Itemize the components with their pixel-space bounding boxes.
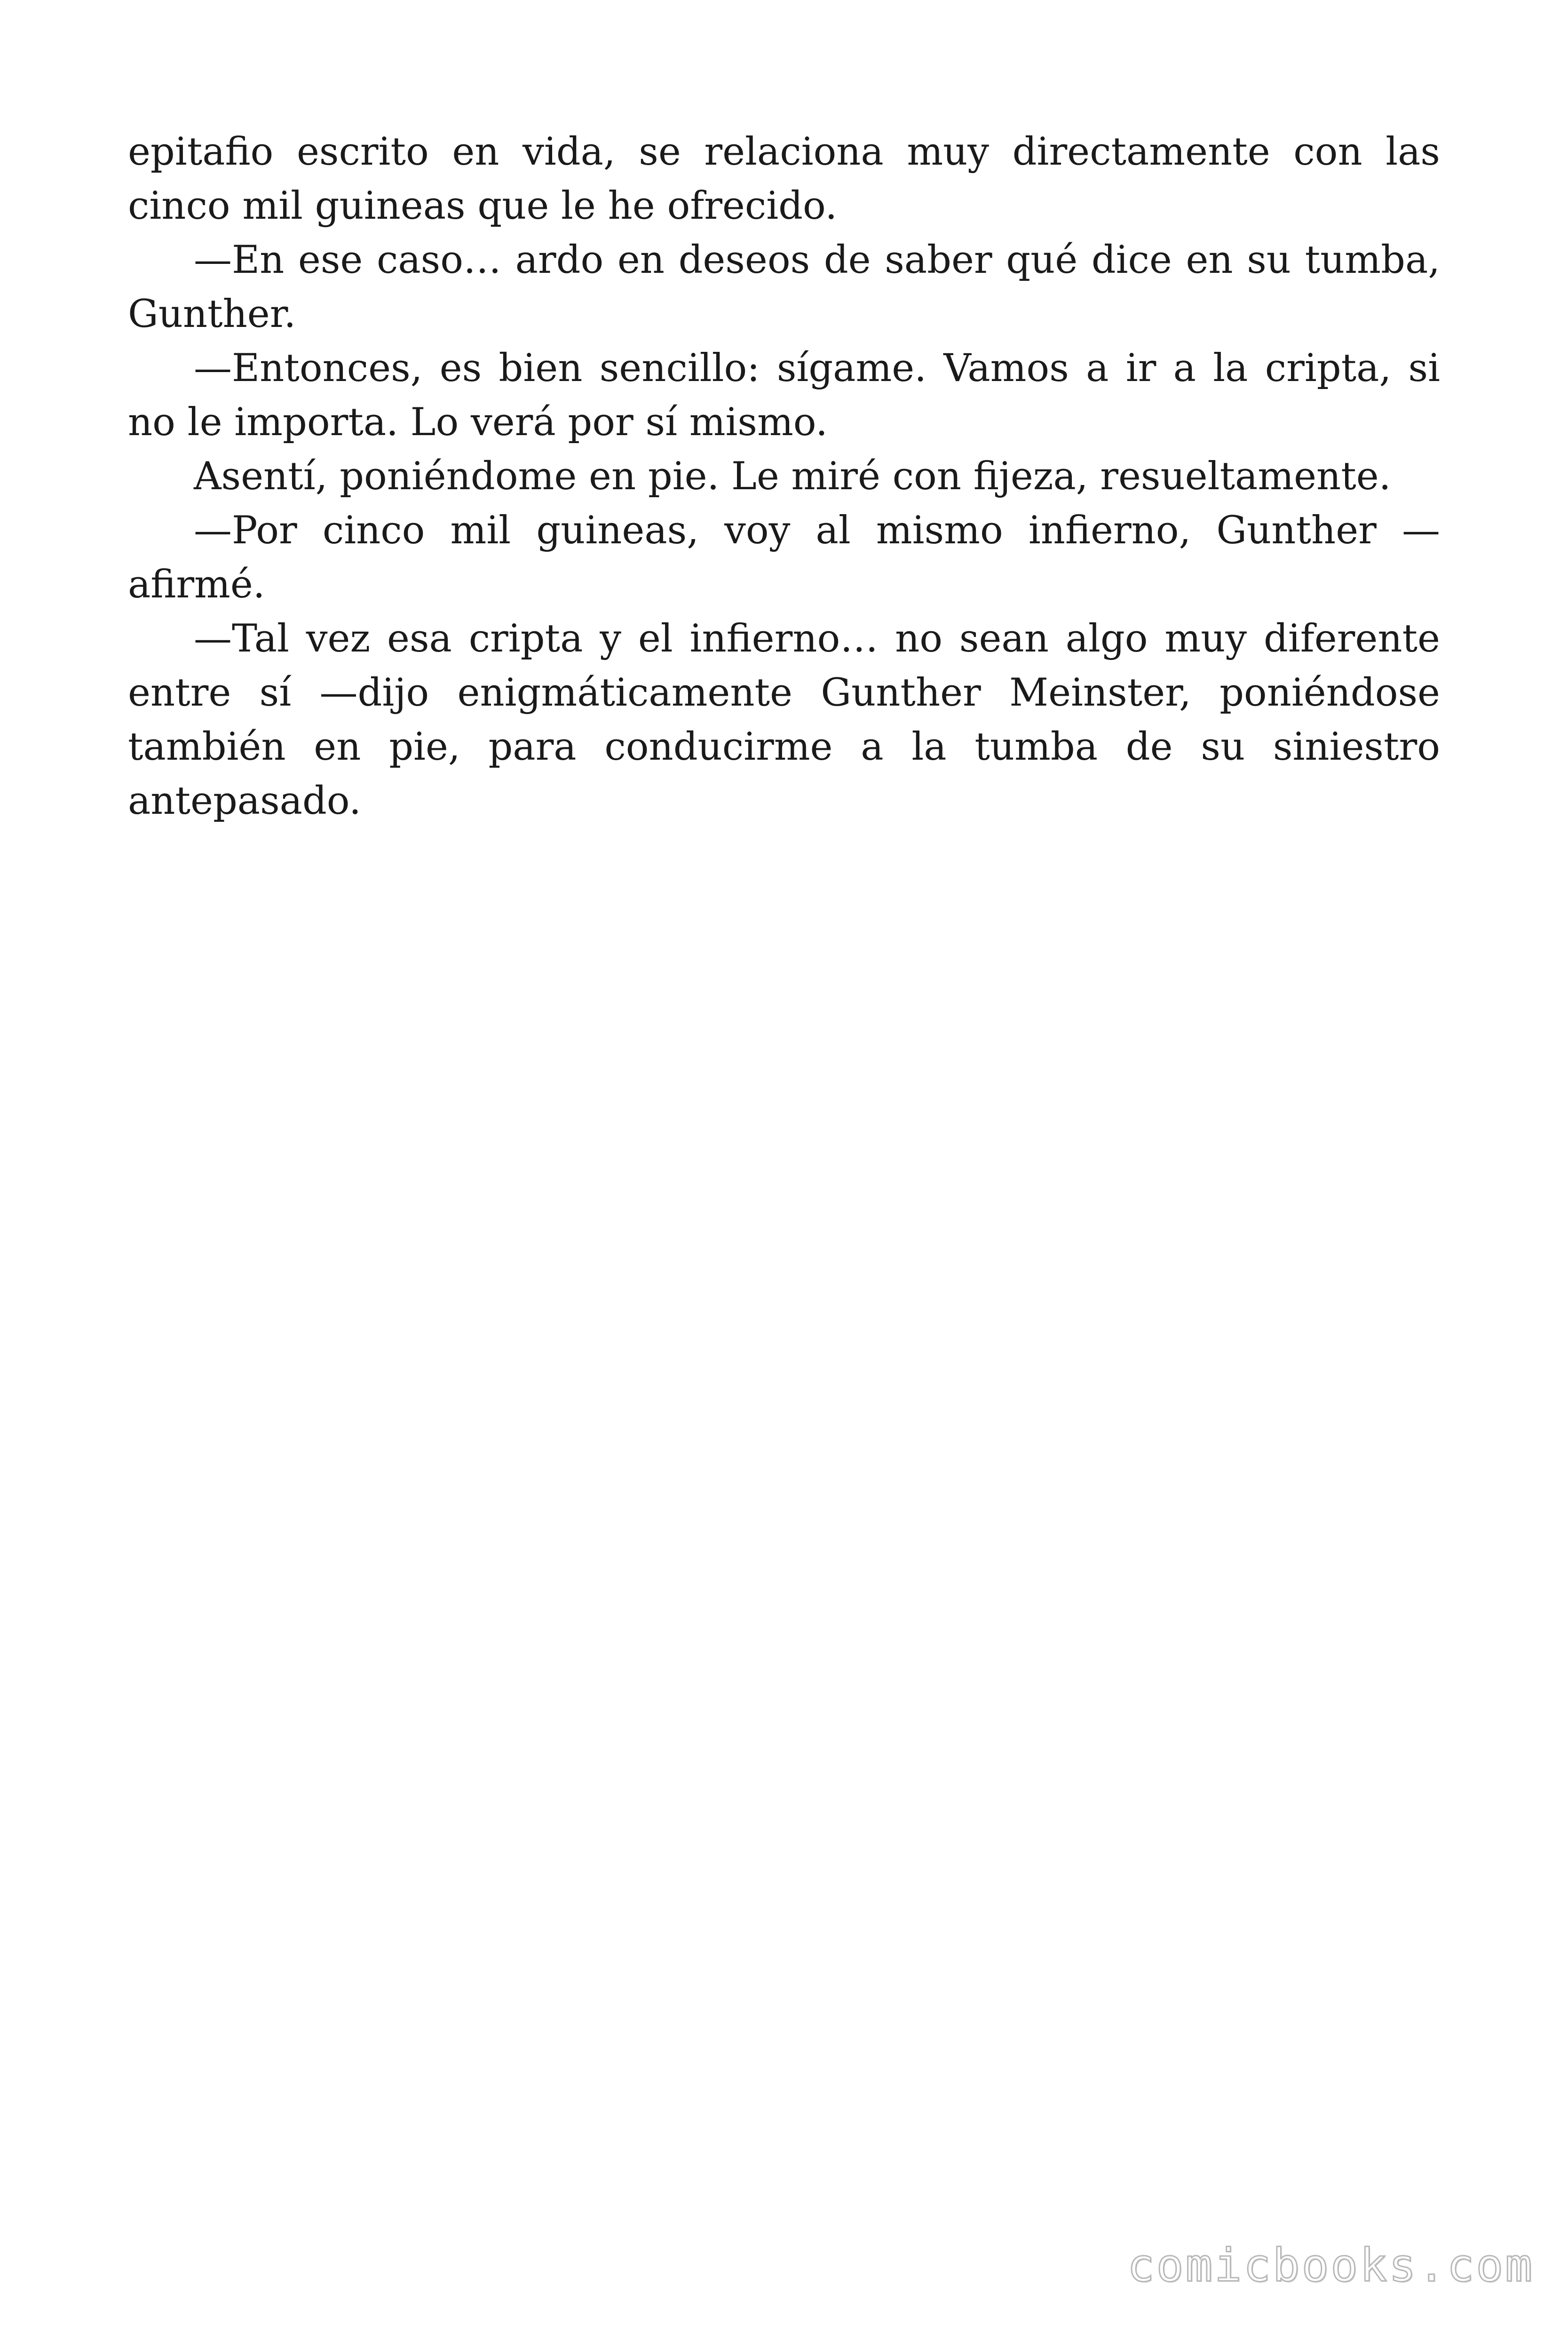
paragraph-dialogue: —Entonces, es bien sencillo: sígame. Vamos a ir a la cripta, si no le importa. Lo verá por sí mismo. — [128, 346, 1440, 445]
paragraph-dialogue: —Tal vez esa cripta y el infierno… no sean algo muy diferente entre sí —dijo enigmáticamente Gunther Meinster, poniéndose también en pie, para conducirme a la tumba de su siniestro antepasado. — [128, 617, 1440, 823]
watermark-text: comicbooks.com — [1127, 2239, 1534, 2292]
paragraph-narration: Asentí, poniéndome en pie. Le miré con fijeza, resueltamente. — [194, 454, 1391, 499]
paragraph-dialogue: —En ese caso… ardo en deseos de saber qué dice en su tumba, Gunther. — [128, 238, 1440, 336]
body-text — [128, 125, 1440, 828]
paragraph-dialogue: —Por cinco mil guineas, voy al mismo infierno, Gunther —afirmé. — [128, 509, 1440, 607]
paragraph-continuation: epitafio escrito en vida, se relaciona muy directamente con las cinco mil guineas que le he ofrecido. — [128, 130, 1440, 228]
